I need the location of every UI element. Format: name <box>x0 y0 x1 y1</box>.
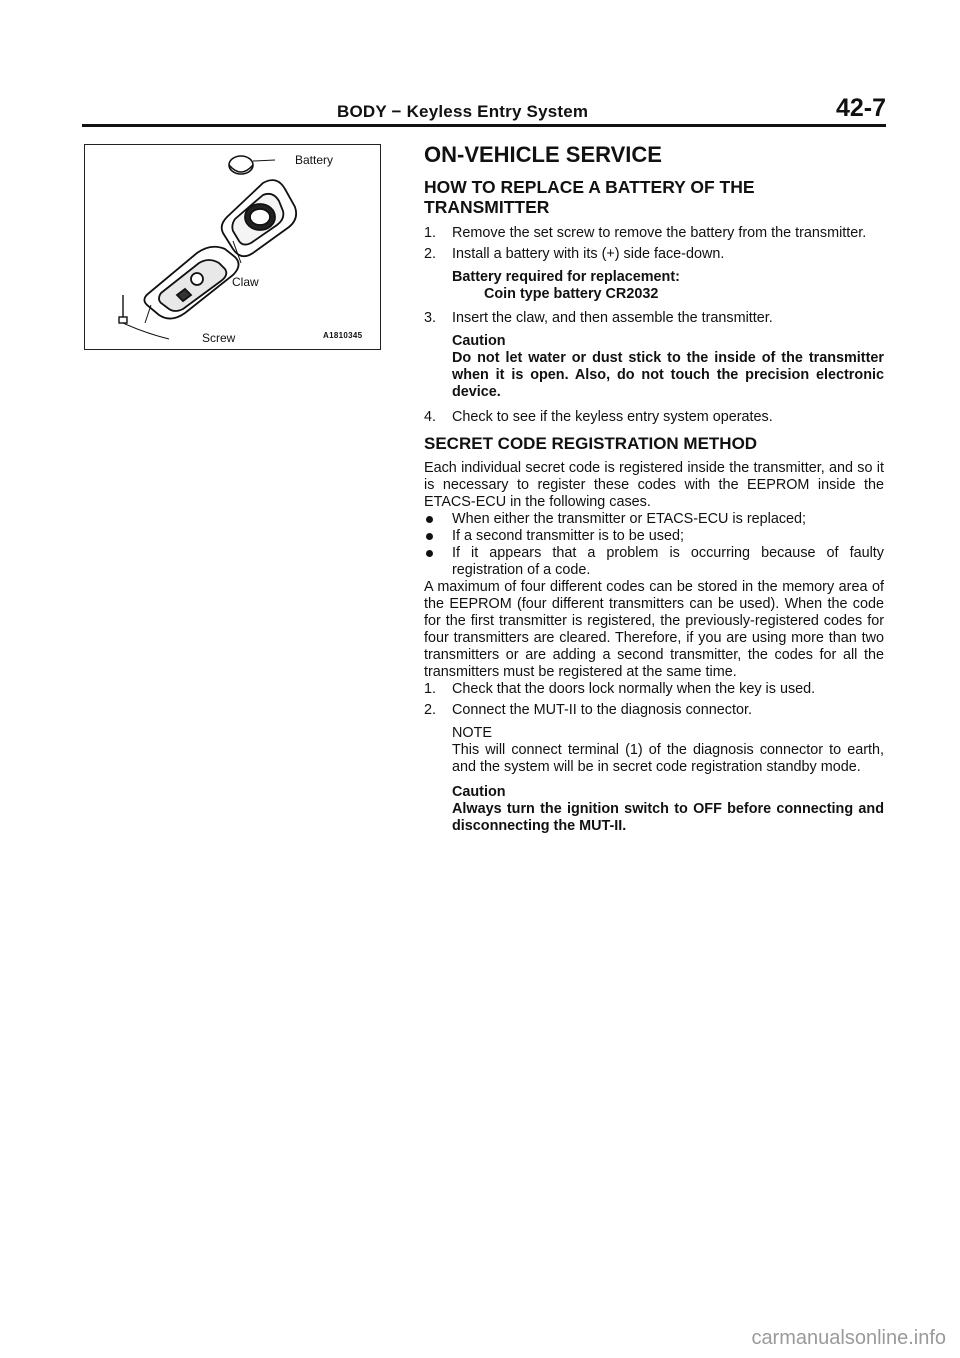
transmitter-drawing <box>85 145 382 351</box>
screw-label: Screw <box>202 331 236 345</box>
claw-label: Claw <box>232 275 259 289</box>
watermark: carmanualsonline.info <box>751 1327 946 1349</box>
step-text: Remove the set screw to remove the battery from the transmitter. <box>452 225 867 241</box>
battery-replacement-title: HOW TO REPLACE A BATTERY OF THE TRANSMITTER <box>424 177 755 217</box>
step-text: Install a battery with its (+) side face-down. <box>452 246 725 262</box>
bullet-text: When either the transmitter or ETACS-ECU is replaced; <box>452 511 807 527</box>
step-text: Connect the MUT-II to the diagnosis connector. <box>452 702 752 718</box>
step-text: Check to see if the keyless entry system operates. <box>452 409 773 425</box>
battery-caution <box>424 333 884 401</box>
battery-step-3 <box>424 310 884 327</box>
list-item <box>424 511 884 528</box>
bullet-icon <box>426 533 433 540</box>
case-lower-drawing <box>144 247 238 323</box>
step-number: 2. <box>424 246 437 262</box>
secret-code-body: A maximum of four different codes can be stored in the memory area of the EEPROM (four different transmitters can be used). When the code for the first transmitter is registered, the previously-registered codes for four transmitters are cleared. Therefore, if you are using more than two transmitters or are adding a second transmitter, the codes for all the transmitters must be registered at the same time. <box>424 579 884 680</box>
battery-step-2 <box>424 246 884 263</box>
bullet-text: If it appears that a problem is occurring because of faulty registration of a code. <box>452 545 884 578</box>
header-rule <box>82 124 886 127</box>
code-note <box>424 725 884 776</box>
step-number: 1. <box>424 225 437 241</box>
figure-code: A1810345 <box>323 331 363 340</box>
bullet-icon <box>426 516 433 523</box>
code-step-1 <box>424 681 884 698</box>
list-item <box>424 528 884 545</box>
code-caution <box>424 784 884 835</box>
bullet-text: If a second transmitter is to be used; <box>452 528 684 544</box>
page-number: 42-7 <box>835 94 886 122</box>
step-text: Check that the doors lock normally when the key is used. <box>452 681 816 697</box>
transmitter-illustration <box>84 144 381 350</box>
caution-label: Caution <box>452 784 506 800</box>
secret-code-title: SECRET CODE REGISTRATION METHOD <box>424 434 758 453</box>
step-number: 1. <box>424 681 437 697</box>
page-header <box>82 92 886 128</box>
note-text: This will connect terminal (1) of the diagnosis connector to earth, and the system will be in secret code registration standby mode. <box>452 742 884 775</box>
secret-code-intro: Each individual secret code is registered inside the transmitter, and so it is necessary to register these codes with the EEPROM inside the ETACS-ECU in the following cases. <box>424 460 884 510</box>
code-step-2 <box>424 702 884 719</box>
battery-drawing <box>229 156 275 174</box>
header-title: BODY − Keyless Entry System <box>337 102 589 121</box>
bullet-icon <box>426 550 433 557</box>
list-item <box>424 545 884 579</box>
step-text: Insert the claw, and then assemble the transmitter. <box>452 310 773 326</box>
case-upper-drawing <box>222 180 296 263</box>
note-label: NOTE <box>452 725 492 741</box>
step-number: 3. <box>424 310 437 326</box>
spec-label: Battery required for replacement: <box>452 269 680 285</box>
caution-text: Do not let water or dust stick to the inside of the transmitter when it is open. Also, do not touch the precision electronic device. <box>452 350 884 400</box>
battery-step-4 <box>424 409 884 426</box>
main-content <box>424 142 884 843</box>
battery-label: Battery <box>295 153 334 167</box>
step-number: 2. <box>424 702 437 718</box>
battery-spec <box>424 269 884 303</box>
section-heading: ON-VEHICLE SERVICE <box>424 142 662 167</box>
step-number: 4. <box>424 409 437 425</box>
caution-label: Caution <box>452 333 506 349</box>
battery-step-1 <box>424 225 884 242</box>
caution-text: Always turn the ignition switch to OFF before connecting and disconnecting the MUT-II. <box>452 801 884 834</box>
spec-value: Coin type battery CR2032 <box>484 286 659 302</box>
